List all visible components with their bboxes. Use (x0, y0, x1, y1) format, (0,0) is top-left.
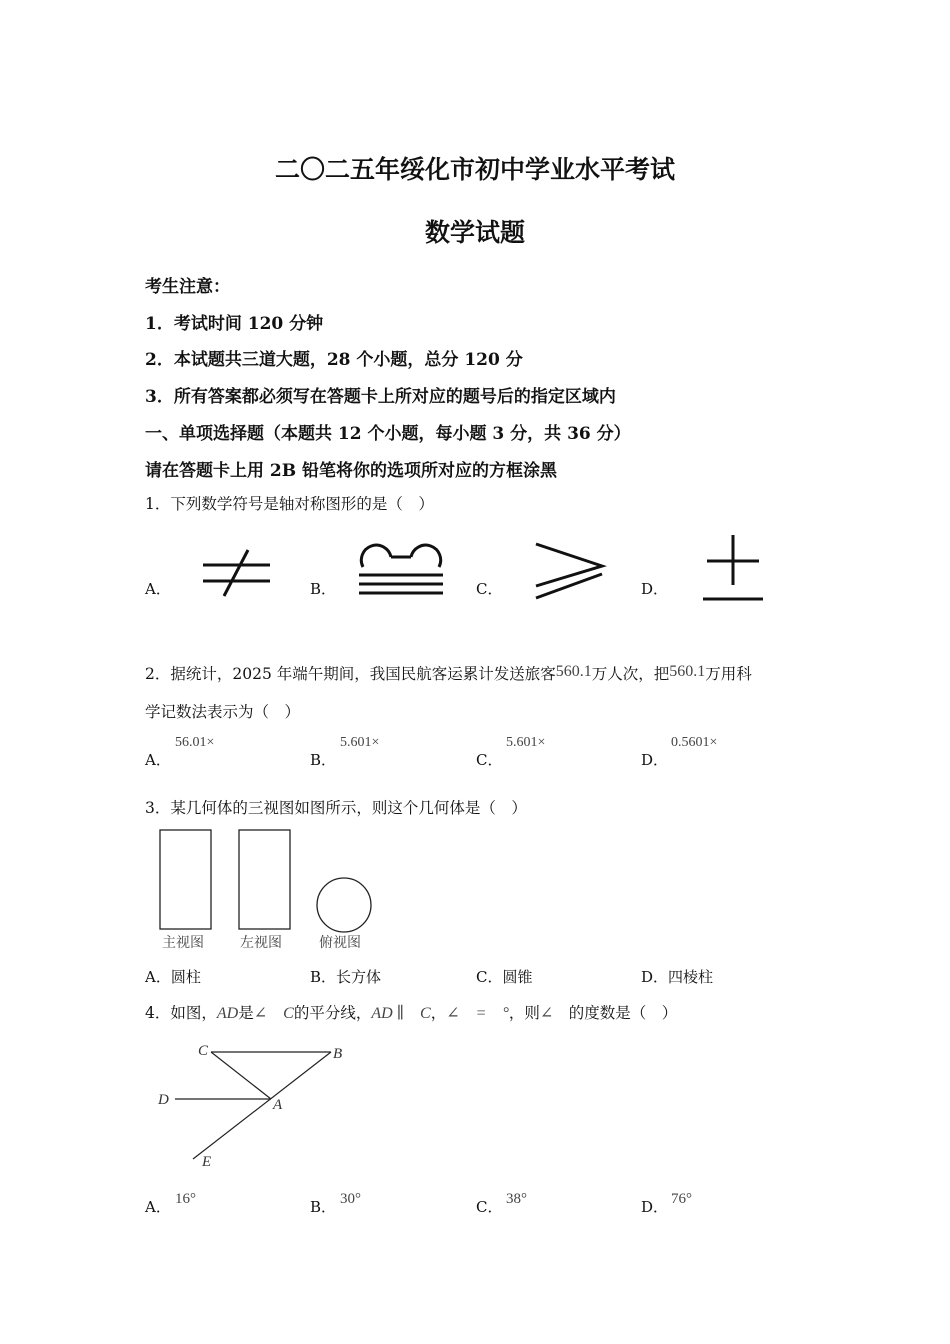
q4-option-a-value: 16° (175, 1191, 196, 1207)
congruent-icon (357, 537, 447, 599)
q4-stem-part1: 4．如图， (145, 1004, 217, 1022)
q2-stem-line2: 学记数法表示为（ ） (145, 703, 301, 721)
q3-option-d (641, 966, 713, 987)
front-view-rect (160, 830, 211, 929)
q1-option-a-label: A． (145, 580, 171, 598)
q4-option-b-value: 30° (340, 1191, 361, 1207)
geq-icon (532, 540, 607, 602)
q3-option-b-text: 长方体 (336, 968, 382, 986)
q1-option-c-label: C． (476, 580, 503, 598)
q4-option-a-label: A． (145, 1198, 171, 1216)
section1-heading: 一、单项选择题（本题共 12 个小题，每小题 3 分，共 36 分） (145, 424, 631, 444)
q3-option-c (476, 966, 533, 987)
q4-stem (145, 1000, 677, 1023)
q4-option-c-value: 38° (506, 1191, 527, 1207)
q4-option-d-value: 76° (671, 1191, 692, 1207)
q2-stem-part2: 万人次，把 (591, 665, 670, 683)
q2-value2: 560.1 (669, 663, 706, 680)
q2-option-d-value: 0.5601× (671, 735, 718, 750)
q4-math-parallel: AD ∥ C (371, 1005, 431, 1022)
q2-option-d-label: D． (641, 751, 669, 769)
q4-geometry-figure (155, 1038, 355, 1173)
exam-title: 二〇二五年绥化市初中学业水平考试 (274, 155, 675, 184)
q4-math-angle1: ∠ C (253, 1005, 294, 1022)
q2-option-b-value: 5.601× (340, 735, 380, 750)
not-equal-icon (200, 548, 275, 598)
q3-option-b-label: B． (310, 968, 337, 986)
q3-option-d-label: D． (641, 968, 669, 986)
notice-item-3: 3．所有答案都必须写在答题卡上所对应的题号后的指定区域内 (145, 387, 616, 407)
q3-option-a-text: 圆柱 (170, 968, 201, 986)
three-views-figure (155, 828, 385, 953)
q3-option-b (310, 966, 381, 987)
q4-stem-part4: ， (430, 1004, 447, 1022)
q2-option-c-value: 5.601× (506, 735, 546, 750)
q2-option-c-label: C． (476, 751, 503, 769)
point-b-label: B (333, 1046, 343, 1062)
notice-item-1: 1．考试时间 120 分钟 (145, 314, 324, 334)
point-d-label: D (158, 1092, 169, 1108)
q4-stem-part5: ，则 (508, 1004, 540, 1022)
q4-stem-part3: 的平分线， (293, 1004, 372, 1022)
q4-math-angle2: ∠ = ° (446, 1005, 509, 1022)
q2-option-a-label: A． (145, 751, 171, 769)
q4-math-angle3: ∠ (539, 1005, 554, 1022)
q3-option-d-text: 四棱柱 (668, 968, 714, 986)
notice-item-2: 2．本试题共三道大题，28 个小题，总分 120 分 (145, 350, 523, 370)
point-e-label: E (202, 1154, 212, 1170)
q3-option-c-label: C． (476, 968, 503, 986)
top-view-circle (317, 878, 371, 932)
q3-option-a (145, 966, 201, 987)
top-view-label: 俯视图 (319, 935, 361, 951)
q3-option-a-label: A． (145, 968, 171, 986)
point-a-label: A (273, 1097, 283, 1113)
side-view-label: 左视图 (240, 935, 282, 951)
q4-option-d-label: D． (641, 1198, 669, 1216)
section1-instruction: 请在答题卡上用 2B 铅笔将你的选项所对应的方框涂黑 (145, 461, 558, 481)
q3-stem: 3．某几何体的三视图如图所示，则这个几何体是（ ） (145, 799, 527, 817)
q2-option-b-label: B． (310, 751, 337, 769)
q4-option-c-label: C． (476, 1198, 503, 1216)
side-view-rect (239, 830, 290, 929)
q1-option-b-label: B． (310, 580, 337, 598)
q2-stem-part1: 2．据统计，2025 年端午期间，我国民航客运累计发送旅客 (145, 665, 556, 683)
notice-heading: 考生注意： (145, 277, 230, 297)
q1-stem: 1．下列数学符号是轴对称图形的是（ ） (145, 495, 434, 513)
exam-subtitle: 数学试题 (424, 218, 525, 247)
q2-stem-part3: 万用科 (705, 665, 752, 683)
q2-stem-line1 (145, 662, 752, 684)
point-c-label: C (198, 1043, 209, 1059)
q3-option-c-text: 圆锥 (502, 968, 533, 986)
q1-option-d-label: D． (641, 580, 669, 598)
q4-stem-part6: 的度数是（ ） (553, 1004, 678, 1022)
q4-stem-part2: 是 (238, 1004, 254, 1022)
front-view-label: 主视图 (162, 935, 204, 951)
plus-minus-icon (701, 533, 767, 603)
q4-option-b-label: B． (310, 1198, 337, 1216)
q2-option-a-value: 56.01× (175, 735, 215, 750)
q4-math-ad: AD (216, 1005, 239, 1022)
q2-value1: 560.1 (555, 663, 592, 680)
